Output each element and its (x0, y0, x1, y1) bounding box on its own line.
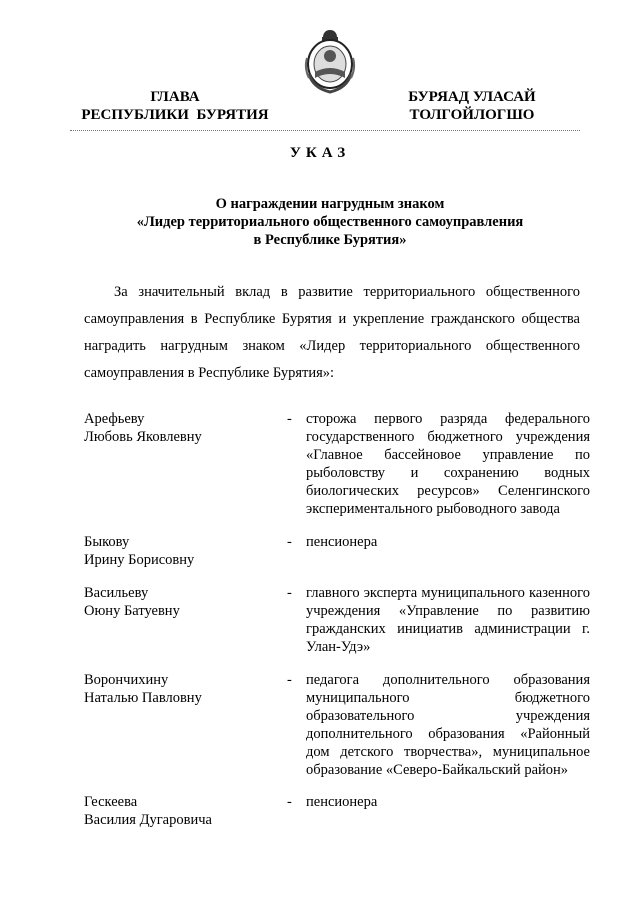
coat-of-arms-icon (301, 28, 359, 96)
awardee-description: пенсионера (306, 534, 378, 550)
awardee-dash: - (287, 585, 292, 601)
awardee-surname: Гескеева (84, 794, 138, 810)
issuer-title-buryat-line2: ТОЛГОЙЛОГШО (409, 107, 535, 123)
awardee-given-names: Ирину Борисовну (84, 552, 195, 568)
awardee-name (84, 584, 284, 620)
awardee-name (84, 533, 284, 569)
awardee-dash: - (287, 672, 292, 688)
issuer-title-line2: РЕСПУБЛИКИ БУРЯТИЯ (81, 107, 269, 123)
awardee-description: главного эксперта муниципального казенного учреждения «Управление по развитию гражданских инициатив администрации г. Улан-Удэ» (306, 585, 590, 655)
awardee-given-names: Василия Дугаровича (84, 812, 212, 828)
decree-title-line1: О награждении нагрудным знаком (215, 196, 445, 212)
issuer-title-russian (70, 88, 280, 124)
awardee-name (84, 410, 284, 446)
awardee-description: сторожа первого разряда федерального государственного бюджетного учреждения «Главное бассейновое управление по рыболовству и сохранению водных биологических ресурсов» Селенгинского экспериментального рыбоводного завода (306, 411, 590, 517)
decree-title-line3: в Республике Бурятия» (253, 232, 407, 248)
awardee-name (84, 793, 284, 829)
decree-title (90, 195, 570, 249)
header-divider (70, 130, 580, 131)
awardee-name (84, 671, 284, 707)
issuer-title-line1: ГЛАВА (150, 89, 200, 105)
decree-preamble: За значительный вклад в развитие территориального общественного самоуправления в Республике Бурятия и укрепление гражданского общества наградить нагрудным знаком «Лидер территориального общественного самоуправления в Республике Бурятия»: (84, 284, 580, 381)
awardee-dash: - (287, 411, 292, 427)
awardee-surname: Васильеву (84, 585, 149, 601)
document-type: УКАЗ (289, 145, 351, 161)
awardee-given-names: Оюну Батуевну (84, 603, 180, 619)
awardee-dash: - (287, 534, 292, 550)
decree-title-line2: «Лидер территориального общественного самоуправления (136, 214, 524, 230)
awardee-surname: Быкову (84, 534, 130, 550)
awardee-surname: Арефьеву (84, 411, 145, 427)
awardee-description: педагога дополнительного образования муниципального бюджетного образовательного учреждения дополнительного образования «Районный дом детского творчества», муниципальное образование «Северо-Байкальский район» (306, 672, 590, 778)
awardee-description: пенсионера (306, 794, 378, 810)
awardee-dash: - (287, 794, 292, 810)
awardee-given-names: Наталью Павловну (84, 690, 202, 706)
issuer-title-buryat (372, 88, 572, 124)
issuer-title-buryat-line1: БУРЯАД УЛАСАЙ (408, 89, 536, 105)
awardee-surname: Ворончихину (84, 672, 169, 688)
awardee-given-names: Любовь Яковлевну (84, 429, 202, 445)
